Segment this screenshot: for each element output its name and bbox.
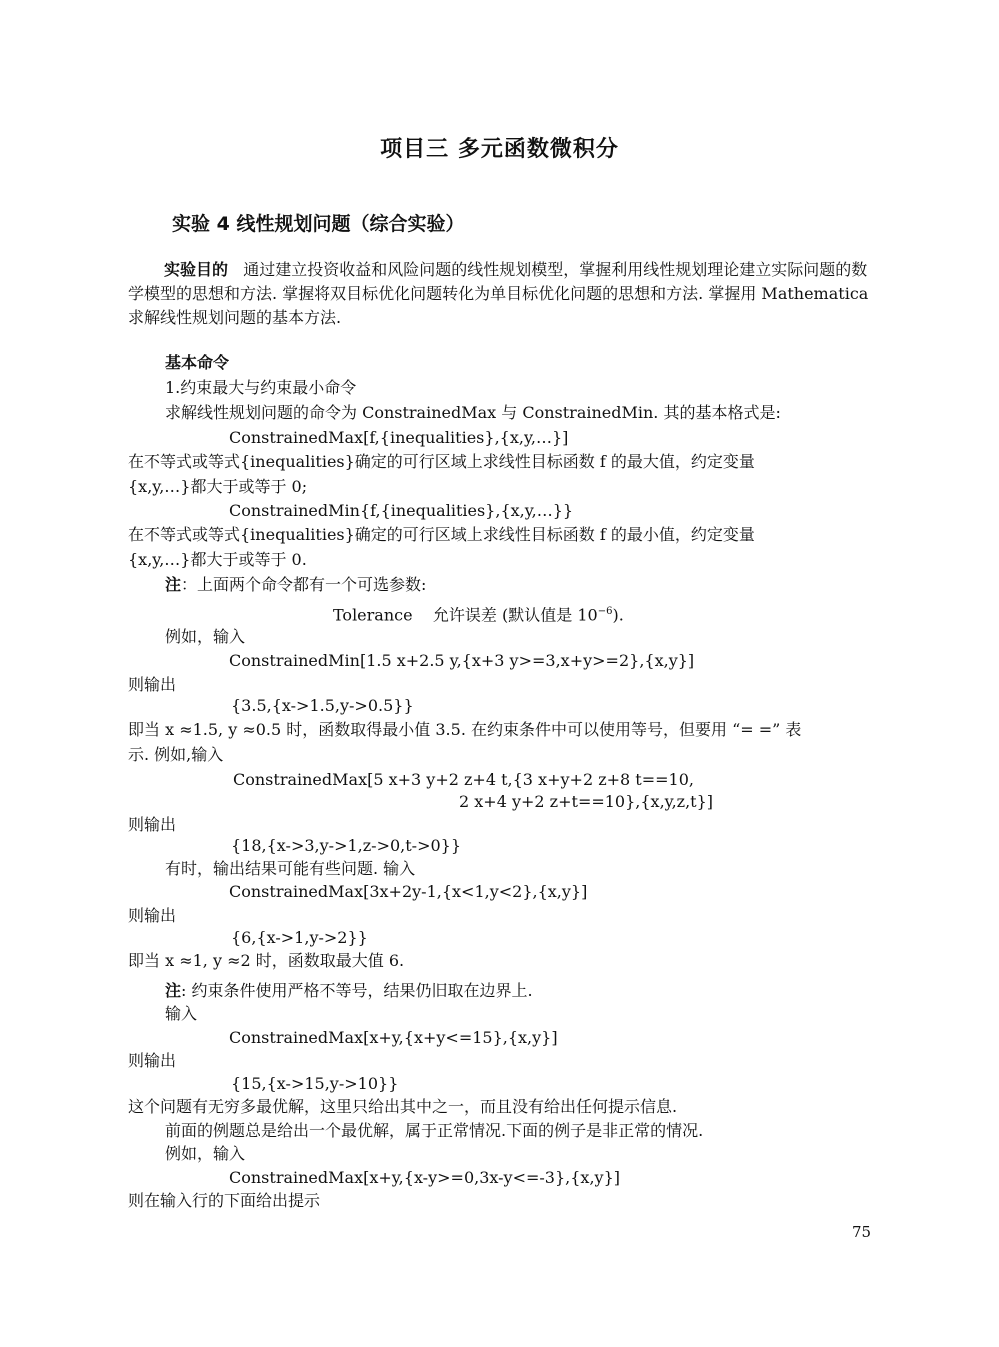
page-number: 75 [852,1223,872,1241]
text-line: 即当 x ≈1.5, y ≈0.5 时，函数取得最小值 3.5. 在约束条件中可以使用等号，但要用 “= =” 表 [128,720,802,739]
text-line: 这个问题有无穷多最优解，这里只给出其中之一，而且没有给出任何提示信息. [128,1097,678,1116]
text-line: {x,y,…}都大于或等于 0. [128,550,307,569]
text-line: 前面的例题总是给出一个最优解，属于正常情况.下面的例子是非正常的情况. [165,1121,704,1140]
code-line: 2 x+4 y+2 z+t==10},{x,y,z,t}] [459,792,714,811]
note-label: 注 [165,981,182,1000]
note-line [165,574,426,596]
text-line: 则输出 [128,815,177,834]
note-line [165,980,533,1002]
text-line: 例如，输入 [165,627,246,646]
text-line: 例如，输入 [165,1144,246,1163]
note-text: : 约束条件使用严格不等号，结果仍旧取在边界上. [181,981,533,1000]
code-line: ConstrainedMax[3x+2y-1,{x<1,y<2},{x,y}] [229,882,588,901]
tolerance-option: Tolerance [333,605,413,625]
text-line: 则输出 [128,906,177,925]
code-line: {6,{x->1,y->2}} [231,928,368,947]
purpose-label: 实验目的 [164,260,229,279]
section-title: 实验 4 线性规划问题（综合实验） [172,213,465,235]
text-line: 1.约束最大与约束最小命令 [165,378,357,397]
code-line: {15,{x->15,y->10}} [231,1074,399,1093]
code-line: ConstrainedMax[x+y,{x-y>=0,3x-y<=-3},{x,y}] [229,1168,620,1187]
basic-commands-heading: 基本命令 [165,353,230,372]
code-line: ConstrainedMax[x+y,{x+y<=15},{x,y}] [229,1028,558,1047]
code-line: ConstrainedMax[f,{inequalities},{x,y,…}] [229,428,569,447]
text-line: {x,y,…}都大于或等于 0; [128,477,308,496]
tolerance-end: ). [612,605,624,625]
tolerance-exponent: −6 [597,606,613,617]
text-line: 输入 [165,1004,198,1023]
purpose-text: 通过建立投资收益和风险问题的线性规划模型，掌握利用线性规划理论建立实际问题的数学模型的思想和方法. 掌握将双目标优化问题转化为单目标优化问题的思想和方法. 掌握用 Mathematica 求解线性规划问题的基本方法. [128,260,869,327]
text-line: 在不等式或等式{inequalities}确定的可行区域上求线性目标函数 f 的最小值，约定变量 [128,525,755,544]
text-line: 在不等式或等式{inequalities}确定的可行区域上求线性目标函数 f 的最大值，约定变量 [128,452,755,471]
code-line: {3.5,{x->1.5,y->0.5}} [231,696,414,715]
text-line: 则在输入行的下面给出提示 [128,1191,321,1210]
text-line: 则输出 [128,1051,177,1070]
code-line: ConstrainedMin[1.5 x+2.5 y,{x+3 y>=3,x+y>=2},{x,y}] [229,651,695,670]
text-line: 示. 例如,输入 [128,745,224,764]
text-line: 求解线性规划问题的命令为 ConstrainedMax 与 ConstrainedMin. 其的基本格式是: [165,403,781,422]
note-label: 注 [165,575,182,594]
code-line: ConstrainedMax[5 x+3 y+2 z+4 t,{3 x+y+2 z+8 t==10, [233,770,694,789]
code-line: {18,{x->3,y->1,z->0,t->0}} [231,836,462,855]
code-line: ConstrainedMin{f,{inequalities},{x,y,…}} [229,501,574,520]
tolerance-desc: 允许误差 (默认值是 10 [432,605,598,625]
text-line: 有时，输出结果可能有些问题. 输入 [165,859,416,878]
page-title: 项目三 多元函数微积分 [380,137,619,162]
note-text: ：上面两个命令都有一个可选参数: [181,575,427,594]
text-line: 则输出 [128,675,177,694]
text-line: 即当 x ≈1, y ≈2 时，函数取最大值 6. [128,951,405,970]
purpose-paragraph [128,258,872,330]
tolerance-line [333,601,624,626]
